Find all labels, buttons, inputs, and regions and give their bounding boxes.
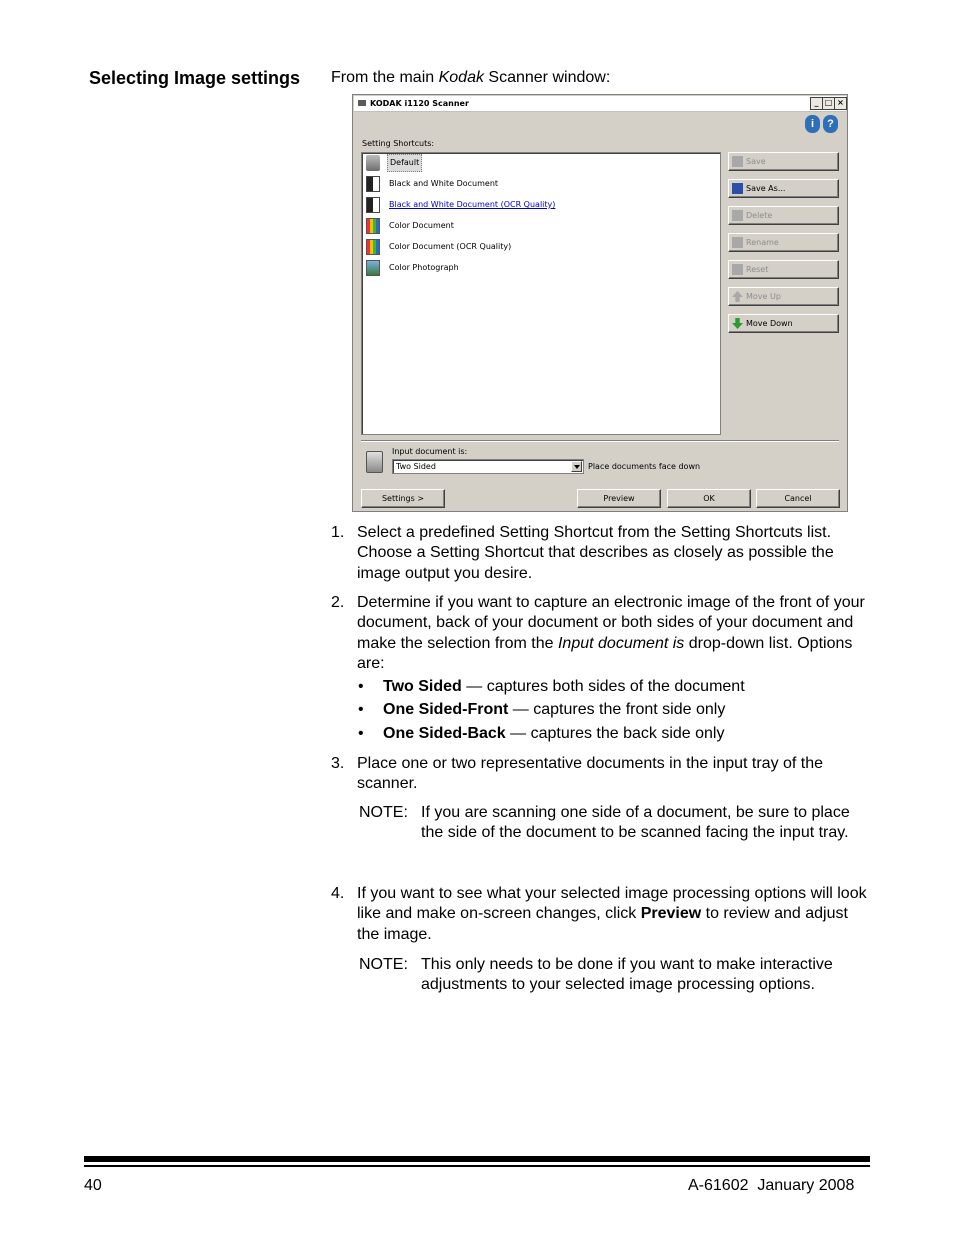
photo-icon — [366, 260, 380, 276]
move-up-button[interactable]: Move Up — [728, 287, 839, 306]
reset-icon — [732, 264, 743, 275]
face-down-note: Place documents face down — [588, 462, 701, 471]
shortcut-item-bw-document[interactable]: Black and White Document — [366, 175, 686, 193]
maximize-button[interactable]: □ — [822, 97, 835, 110]
about-icon[interactable]: i — [805, 115, 820, 133]
note-text: This only needs to be done if you want to make interactive adjustments to your selected image processing options. — [421, 956, 833, 994]
step-text: Determine if you want to capture an electronic image of the front of your document, back of your document or both sides of your document and make the selection from the Input document is drop-down list. Options are: — [357, 594, 865, 672]
step-number: 3. — [331, 755, 345, 772]
save-icon — [732, 156, 743, 167]
scanner-icon — [366, 155, 380, 171]
arrow-down-icon — [732, 318, 743, 329]
setting-shortcuts-label: Setting Shortcuts: — [362, 139, 435, 148]
bw-document-icon — [366, 197, 380, 213]
document-id: A-61602 January 2008 — [688, 1177, 855, 1194]
setting-shortcuts-list[interactable] — [361, 152, 721, 435]
save-icon — [732, 183, 743, 194]
shortcut-item-bw-document-ocr[interactable]: Black and White Document (OCR Quality) — [366, 196, 686, 214]
move-down-button[interactable]: Move Down — [728, 314, 839, 333]
input-document-select[interactable]: Two Sided — [392, 459, 584, 474]
cancel-button[interactable]: Cancel — [756, 489, 840, 508]
note-label: NOTE: — [359, 956, 408, 973]
help-icons — [805, 115, 839, 133]
footer-rule — [84, 1165, 870, 1167]
chevron-down-icon[interactable] — [571, 461, 582, 472]
note-text: If you are scanning one side of a document, be sure to place the side of the document to be scanned facing the input tray. — [421, 804, 850, 842]
rename-button[interactable]: Rename — [728, 233, 839, 252]
intro-text: From the main Kodak Scanner window: — [331, 69, 611, 86]
divider — [361, 440, 839, 442]
reset-button[interactable]: Reset — [728, 260, 839, 279]
shortcut-item-default[interactable]: Default — [366, 154, 686, 172]
note-label: NOTE: — [359, 804, 408, 821]
preview-button[interactable]: Preview — [577, 489, 661, 508]
bullet: • — [358, 678, 364, 695]
minimize-button[interactable]: _ — [810, 97, 823, 110]
color-document-icon — [366, 218, 380, 234]
ok-button[interactable]: OK — [667, 489, 751, 508]
scanner-app-icon — [358, 100, 366, 106]
help-icon[interactable]: ? — [823, 115, 838, 133]
section-heading: Selecting Image settings — [89, 68, 301, 88]
scanner-icon — [366, 451, 383, 473]
option-two-sided: Two Sided — captures both sides of the document — [383, 678, 745, 695]
step-text: If you want to see what your selected image processing options will look like and make on-screen changes, click Preview to review and adjust the image. — [357, 885, 867, 943]
window-title: KODAK i1120 Scanner — [370, 99, 469, 108]
bw-document-icon — [366, 176, 380, 192]
title-bar — [354, 96, 846, 112]
shortcut-item-color-document[interactable]: Color Document — [366, 217, 686, 235]
page-number: 40 — [84, 1177, 102, 1194]
step-number: 1. — [331, 524, 345, 541]
save-as-button[interactable]: Save As... — [728, 179, 839, 198]
step-number: 4. — [331, 885, 345, 902]
option-one-sided-front: One Sided-Front — captures the front side only — [383, 701, 726, 718]
shortcut-item-color-photograph[interactable]: Color Photograph — [366, 259, 686, 277]
settings-button[interactable]: Settings > — [361, 489, 445, 508]
rename-icon — [732, 237, 743, 248]
save-button[interactable]: Save — [728, 152, 839, 171]
footer-rule — [84, 1156, 870, 1162]
step-number: 2. — [331, 594, 345, 611]
input-document-label: Input document is: — [392, 447, 468, 456]
scanner-window — [352, 94, 848, 512]
bullet: • — [358, 701, 364, 718]
delete-icon — [732, 210, 743, 221]
step-text: Place one or two representative documents in the input tray of the scanner. — [357, 755, 824, 793]
step-text: Select a predefined Setting Shortcut from the Setting Shortcuts list. Choose a Setting Shortcut that describes as closely as possible the image output you desire. — [357, 524, 834, 582]
color-document-icon — [366, 239, 380, 255]
close-button[interactable]: × — [834, 97, 847, 110]
delete-button[interactable]: Delete — [728, 206, 839, 225]
shortcut-item-color-document-ocr[interactable]: Color Document (OCR Quality) — [366, 238, 686, 256]
arrow-up-icon — [732, 291, 743, 302]
bullet: • — [358, 725, 364, 742]
option-one-sided-back: One Sided-Back — captures the back side only — [383, 725, 725, 742]
